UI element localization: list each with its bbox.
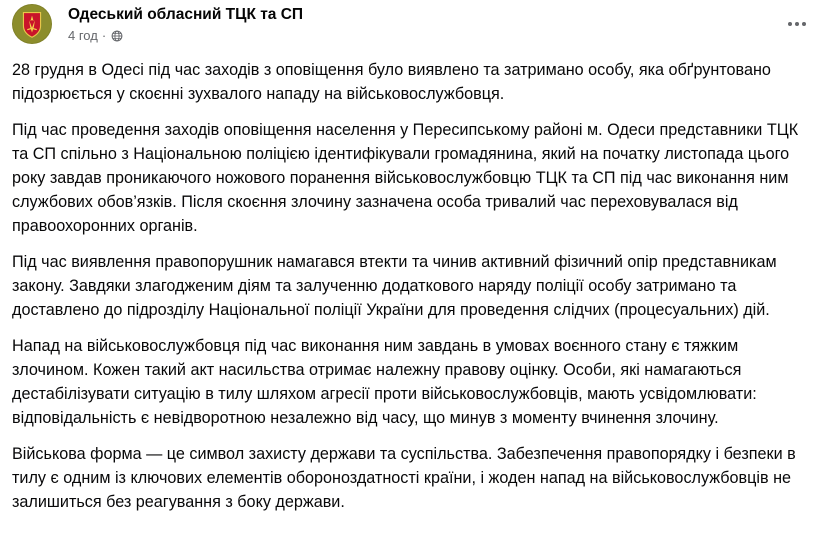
- post-body: [12, 58, 810, 526]
- post-paragraph: Напад на військовослужбовця під час виконання ним завдань в умовах воєнного стану є тяжким злочином. Кожен такий акт насильства отримає належну правову оцінку. Особи, які намагаються дестабілізувати ситуацію в тилу шляхом агресії проти військовослужбовців, мають усвідомлювати: відповідальність є невідворотною незалежно від часу, що минув з моменту вчинення злочину.: [12, 337, 757, 427]
- post-timestamp[interactable]: 4 год: [68, 28, 98, 43]
- post-meta: [68, 28, 123, 43]
- avatar[interactable]: [12, 4, 52, 44]
- page-name-link[interactable]: Одеський обласний ТЦК та СП: [68, 6, 304, 23]
- meta-separator: ·: [101, 28, 107, 43]
- post-paragraph: Військова форма — це символ захисту держави та суспільства. Забезпечення правопорядку і безпеки в тилу є одним із ключових елементів обороноздатності країни, і жоден напад на військовослужбовців не залишиться без реагування з боку держави.: [12, 445, 796, 511]
- post-header: [12, 4, 811, 48]
- post-paragraph: Під час виявлення правопорушник намагався втекти та чинив активний фізичний опір представникам закону. Завдяки злагодженим діям та залученню додаткового наряду поліції особу затримано та доставлено до підрозділу Національної поліції України для проведення слідчих (процесуальних) дій.: [12, 253, 777, 319]
- more-dot: [802, 22, 806, 26]
- more-dot: [788, 22, 792, 26]
- emblem-icon: [13, 5, 51, 43]
- post-paragraph: 28 грудня в Одесі під час заходів з оповіщення було виявлено та затримано особу, яка обґрунтовано підозрюється у скоєнні зухвалого нападу на військовослужбовця.: [12, 61, 771, 103]
- more-options-icon[interactable]: [783, 12, 811, 36]
- globe-icon[interactable]: [111, 30, 123, 42]
- more-dot: [795, 22, 799, 26]
- post-paragraph: Під час проведення заходів оповіщення населення у Пересипському районі м. Одеси представники ТЦК та СП спільно з Національною поліцією ідентифікували громадянина, який на початку листопада цього року завдав проникаючого ножового поранення військовослужбовцю ТЦК та СП під час виконання ним службових обов’язків. Після скоєння злочину зазначена особа тривалий час переховувалася від правоохоронних органів.: [12, 121, 799, 235]
